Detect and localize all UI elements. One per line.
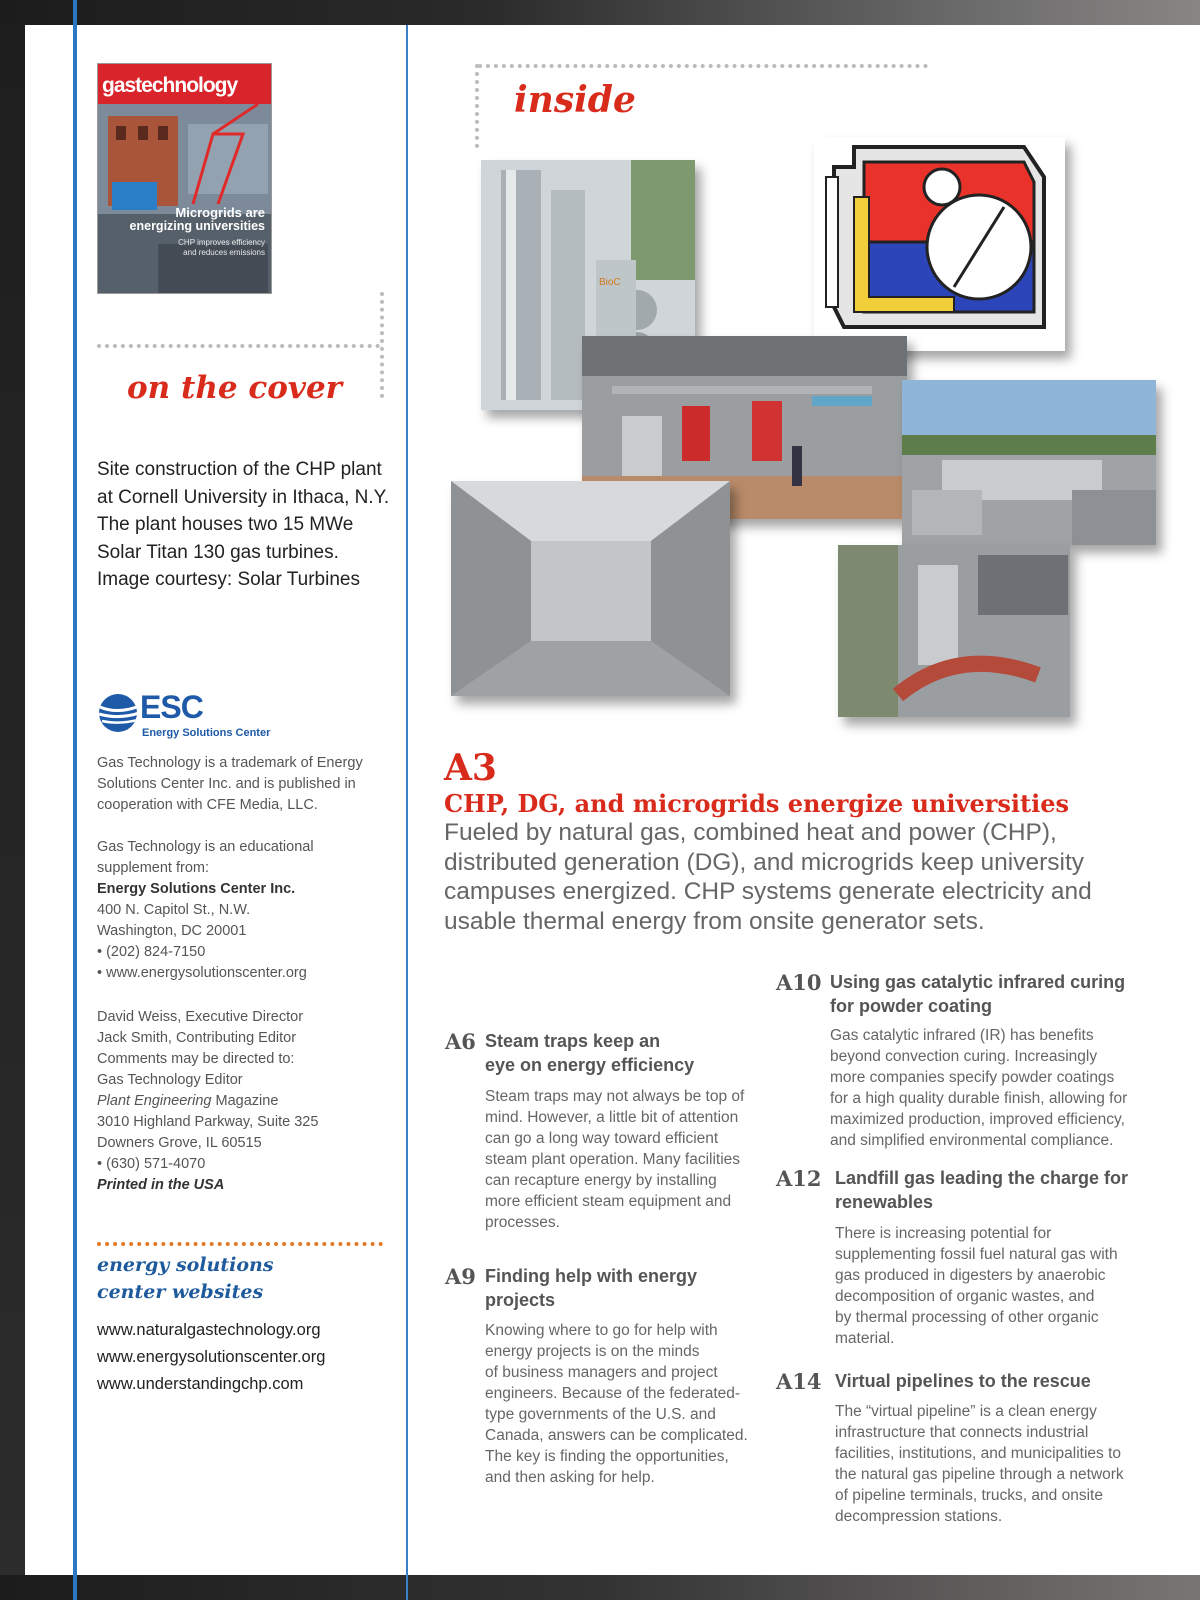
oven-photo-icon [451,481,730,696]
article-number: A12 [776,1166,822,1191]
photo-curing-oven[interactable] [451,481,730,696]
article-title-line: Steam traps keep an [485,1031,661,1051]
text-line: supplement from: [97,860,210,876]
article-line: Steam traps may not always be top of [485,1088,745,1105]
plant-aerial-photo-icon [902,380,1156,545]
magazine-suffix: Magazine [211,1093,279,1109]
trademark-notice [97,753,397,816]
address-line: 3010 Highland Parkway, Suite 325 [97,1114,319,1130]
article-number: A14 [776,1369,822,1394]
article-line: processes. [485,1214,560,1231]
magazine-line [97,1091,397,1112]
article-line: material. [835,1330,895,1347]
page-edge-top [0,0,1200,25]
column-rule [406,25,408,1600]
article-line: mind. However, a little bit of attention [485,1109,739,1126]
article-line: beyond convection curing. Increasingly [830,1048,1098,1065]
cover-thumbnail[interactable] [97,63,272,294]
article-line: infrastructure that connects industrial [835,1424,1089,1441]
article-title-line: renewables [835,1192,934,1212]
publisher-info [97,837,397,984]
article-line: can recapture energy by installing [485,1172,717,1189]
article-line: the natural gas pipeline through a network [835,1466,1124,1483]
article-title-line: Using gas catalytic infrared curing [830,972,1126,992]
steam-trap-icon [814,137,1065,351]
article-a14[interactable] [776,1369,822,1394]
cover-caption-line: Image courtesy: Solar Turbines [97,569,360,590]
address-line: 400 N. Capitol St., N.W. [97,902,251,918]
article-title[interactable] [835,1166,1128,1214]
phone: • (630) 571-4070 [97,1156,206,1172]
staff-info [97,1007,397,1196]
article-title[interactable] [485,1029,694,1077]
websites-list [97,1317,325,1398]
on-the-cover-title: on the cover [127,370,343,406]
inside-title: inside [514,79,636,121]
cover-subline-2: and reduces emissions [183,248,265,257]
article-summary [835,1223,1175,1349]
article-number: A10 [776,970,822,995]
text-line: Gas Technology is a trademark of Energy [97,755,363,771]
article-line: by thermal processing of other organic [835,1309,1099,1326]
dotted-rule [478,64,928,68]
website-link[interactable]: • www.energysolutionscenter.org [97,965,307,981]
cover-headline-1: Microgrids are [175,205,265,220]
cover-caption-line: The plant houses two 15 MWe [97,514,354,535]
dotted-rule [97,344,380,348]
article-a12[interactable] [776,1166,822,1191]
feature-line: campuses energized. CHP systems generate electricity and [444,878,1092,905]
article-summary [830,1025,1180,1151]
article-line: The “virtual pipeline” is a clean energy [835,1403,1097,1420]
article-line: supplementing fossil fuel natural gas with [835,1246,1118,1263]
article-line: gas produced in digesters by anaerobic [835,1267,1106,1284]
cng-station-photo-icon [838,545,1070,717]
text-line: Solutions Center Inc. and is published in [97,776,356,792]
article-line: maximized production, improved efficiency, [830,1111,1125,1128]
cover-logo: gastechnology [102,74,238,97]
article-line: Gas catalytic infrared (IR) has benefits [830,1027,1094,1044]
article-line: facilities, institutions, and municipalities to [835,1445,1122,1462]
blue-rule [73,0,77,1600]
staff-line: Gas Technology Editor [97,1072,243,1088]
photo-landfill-gas-plant[interactable] [902,380,1156,545]
feature-line: usable thermal energy from onsite generator sets. [444,907,985,935]
article-a9[interactable] [445,1264,476,1289]
article-line: decompression stations. [835,1508,1003,1525]
cover-photo-icon [98,64,271,293]
article-title-line: Virtual pipelines to the rescue [835,1371,1091,1391]
page-edge-left [0,0,25,1600]
text-line: Gas Technology is an educational [97,839,314,855]
steam-trap-diagram[interactable] [814,137,1065,351]
article-line: There is increasing potential for [835,1225,1052,1242]
article-line: for a high quality durable finish, allowing for [830,1090,1128,1107]
staff-line: David Weiss, Executive Director [97,1009,304,1025]
cover-headline-2: energizing universities [129,219,265,233]
article-title[interactable] [835,1369,1091,1393]
article-line: of pipeline terminals, trucks, and onsite [835,1487,1103,1504]
article-line: can go a long way toward efficient [485,1130,719,1147]
article-title-line: Landfill gas leading the charge for [835,1168,1129,1188]
page-edge-bottom [0,1575,1200,1600]
article-a10[interactable] [776,970,822,995]
article-line: engineers. Because of the federated- [485,1385,741,1402]
article-title[interactable] [485,1264,697,1312]
article-title-line: for powder coating [830,996,992,1016]
feature-line: distributed generation (DG), and microgrids keep university [444,848,1085,876]
website-link[interactable]: www.naturalgastechnology.org [97,1321,321,1339]
website-link[interactable]: www.understandingchp.com [97,1375,304,1393]
printed-note: Printed in the USA [97,1177,225,1193]
article-line: Knowing where to go for help with [485,1322,718,1339]
article-line: of business managers and project [485,1364,718,1381]
esc-logo [97,689,297,743]
article-number: A6 [445,1029,476,1054]
article-line: decomposition of organic wastes, and [835,1288,1095,1305]
feature-line: Fueled by natural gas, combined heat and power (CHP), [444,819,1057,846]
article-a6[interactable] [445,1029,476,1054]
article-line: steam plant operation. Many facilities [485,1151,741,1168]
article-summary [485,1086,755,1233]
text-line: cooperation with CFE Media, LLC. [97,797,318,813]
article-title[interactable] [830,970,1125,1018]
article-line: The key is finding the opportunities, [485,1448,729,1465]
website-link[interactable]: www.energysolutionscenter.org [97,1348,326,1366]
magazine-name: Plant Engineering [97,1093,212,1109]
feature-title[interactable]: CHP, DG, and microgrids energize universities [444,789,1069,818]
article-title-line: projects [485,1290,556,1310]
article-line: and simplified environmental compliance. [830,1132,1114,1149]
feature-description [444,818,1184,936]
cover-subline-1: CHP improves efficiency [178,238,265,247]
websites-title [97,1252,274,1306]
article-title-line: Finding help with energy [485,1266,698,1286]
websites-title-line: center websites [97,1281,264,1303]
article-number: A9 [445,1264,476,1289]
article-line: type governments of the U.S. and [485,1406,716,1423]
orange-dotted-rule [97,1242,383,1246]
article-summary [835,1401,1175,1527]
article-line: energy projects is on the minds [485,1343,700,1360]
esc-logo-subtitle: Energy Solutions Center [142,727,271,739]
article-summary [485,1320,755,1488]
address-line: Downers Grove, IL 60515 [97,1135,262,1151]
org-name: Energy Solutions Center Inc. [97,881,296,897]
cover-caption-line: Solar Titan 130 gas turbines. [97,541,339,563]
feature-number: A3 [444,747,497,789]
dotted-rule-vertical [380,292,384,398]
svg-text:BioC: BioC [599,277,621,288]
photo-cng-station[interactable] [838,545,1070,717]
cover-caption-line: Site construction of the CHP plant [97,459,382,480]
article-line: and then asking for help. [485,1469,655,1486]
esc-globe-icon [98,693,142,733]
esc-logo-text: ESC [140,689,203,725]
websites-title-line: energy solutions [97,1254,274,1276]
article-title-line: eye on energy efficiency [485,1055,695,1075]
address-line: Washington, DC 20001 [97,923,247,939]
cover-caption-line: at Cornell University in Ithaca, N.Y. [97,486,390,508]
dotted-rule-vertical [475,64,479,148]
article-line: more companies specify powder coatings [830,1069,1115,1086]
staff-line: Jack Smith, Contributing Editor [97,1030,297,1046]
phone: • (202) 824-7150 [97,944,206,960]
article-line: more efficient steam equipment and [485,1193,732,1210]
article-line: Canada, answers can be complicated. [485,1427,748,1444]
staff-line: Comments may be directed to: [97,1051,295,1067]
cover-caption [97,456,397,594]
